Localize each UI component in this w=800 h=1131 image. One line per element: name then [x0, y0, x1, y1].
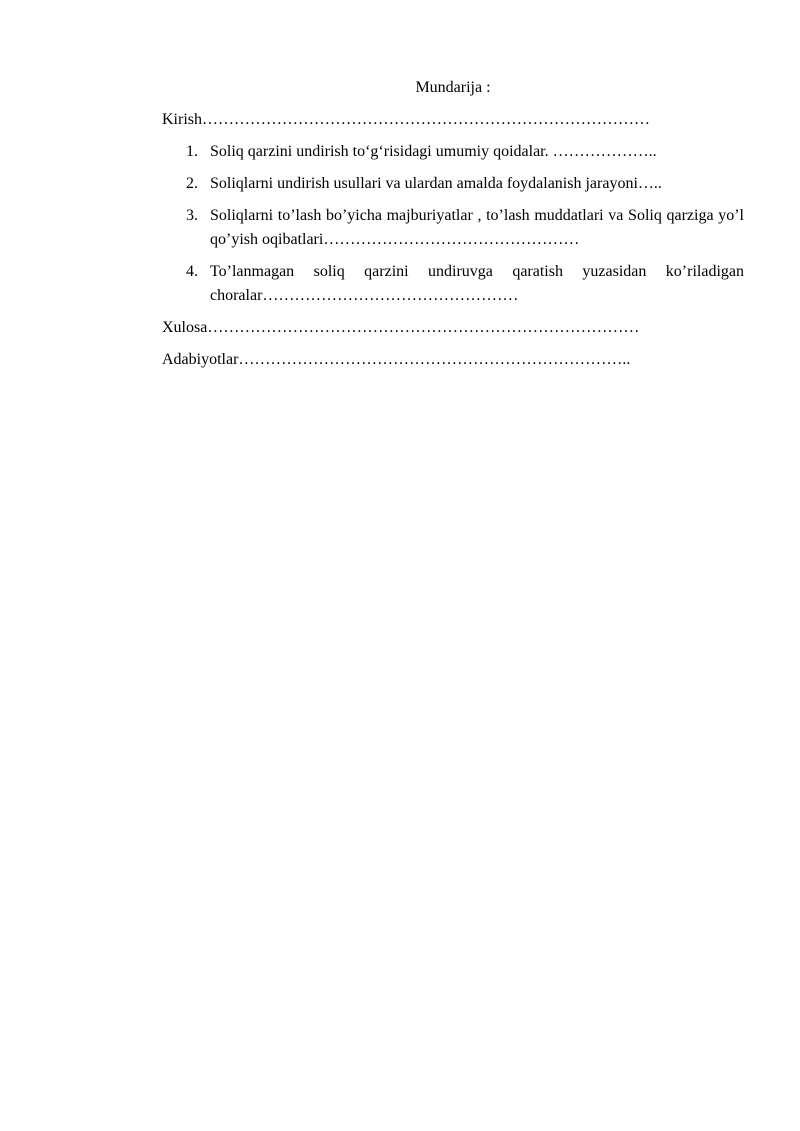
toc-entry-text: To’lanmagan soliq qarzini undiruvga qaratish yuzasidan ko’riladigan choralar…………………………………………: [210, 263, 744, 304]
toc-entry-4: [162, 260, 744, 308]
toc-entry-references: Adabiyotlar………………………………………………………………..: [162, 351, 631, 368]
toc-entry-number: 4.: [186, 263, 198, 280]
toc-entry-text: Soliq qarzini undirish to‘g‘risidagi umumiy qoidalar. ………………..: [210, 143, 657, 160]
toc-title: Mundarija :: [415, 79, 491, 96]
toc-entry-text: Soliqlarni to’lash bo’yicha majburiyatlar , to’lash muddatlari va Soliq qarziga yo’l qo’yish oqibatlari…………………………………………: [210, 207, 744, 248]
toc-entry-number: 3.: [186, 207, 198, 224]
toc-entry-number: 2.: [186, 175, 198, 192]
toc-entry-conclusion: Xulosa………………………………………………………………………: [162, 319, 640, 336]
toc-entry-1: [162, 140, 744, 164]
toc-entry-text: Soliqlarni undirish usullari va ulardan amalda foydalanish jarayoni…..: [210, 175, 662, 192]
toc-entry-intro: Kirish…………………………………………………………………………: [162, 111, 650, 128]
toc-entry-3: [162, 204, 744, 252]
table-of-contents: [162, 76, 744, 380]
toc-entry-number: 1.: [186, 143, 198, 160]
toc-entry-2: [162, 172, 744, 196]
